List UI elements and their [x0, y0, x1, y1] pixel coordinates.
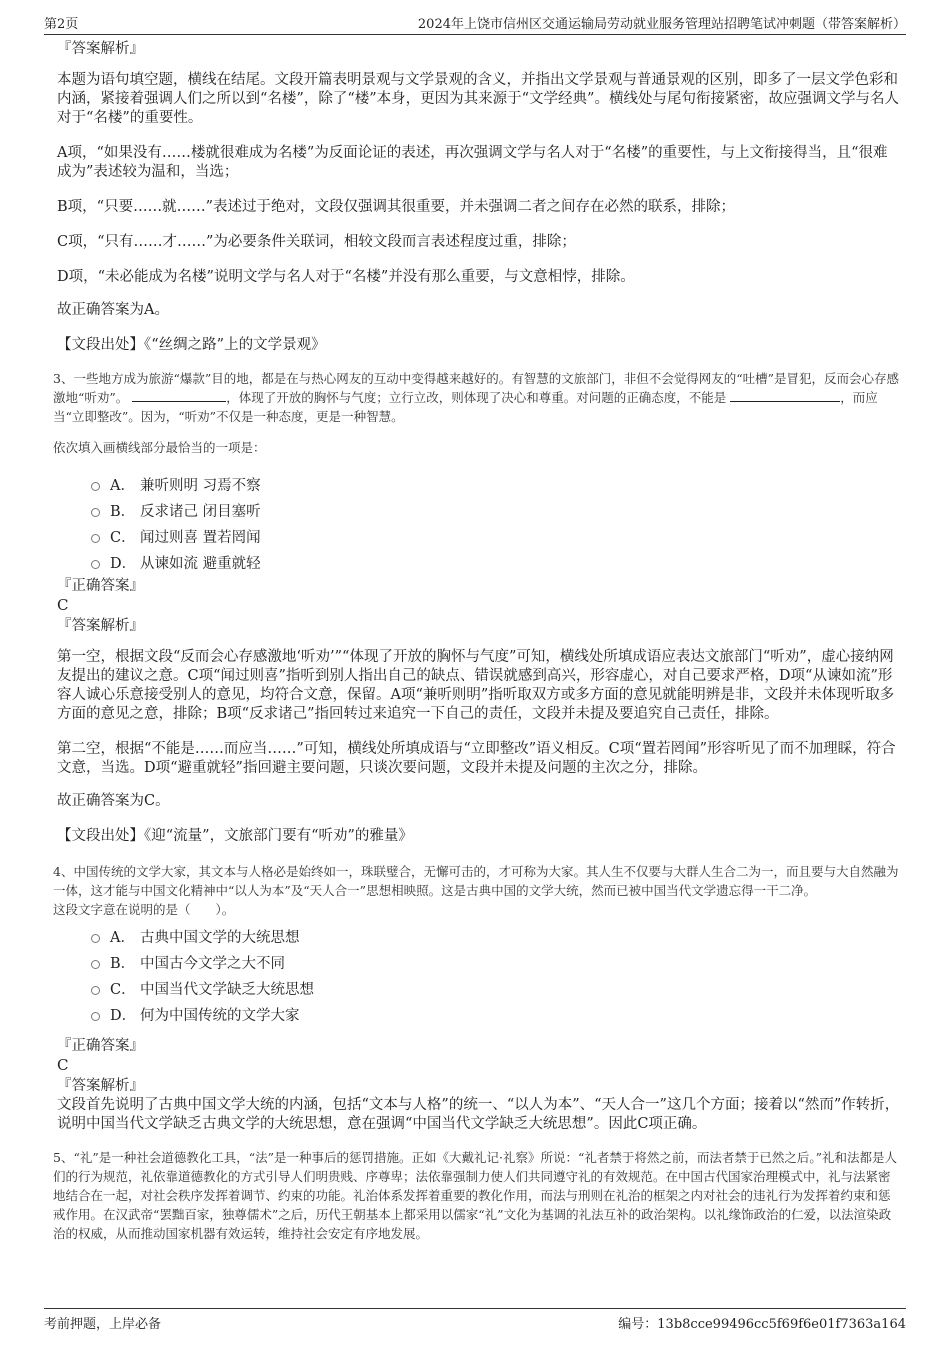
question-stem: 5、“礼”是一种社会道德教化工具，“法”是一种事后的惩罚措施。正如《大戴礼记·礼察》所说：“礼者禁于将然之前，而法者禁于已然之后。”礼和法都是人们的行为规范，礼依靠道德教化的方式引导人们明贵贱、序尊卑；法依靠强制力使人们共同遵守礼的有效规范。在中国古代国家治理模式中，礼与法紧密地结合在一起，对社会秩序发挥着调节、约束的功能。礼治体系发挥着重要的教化作用，而法与刑则在礼治的框架之内对社会的违礼行为发挥着约束和惩戒作用。在汉武帝“罢黜百家，独尊儒术”之后，历代王朝基本上都采用以儒家“礼”文化为基调的礼法互补的政治架构。以礼缘饰政治的仁爱，以法渲染政治的权威，从而推动国家机器有效运转，维持社会安定有序地发展。 — [53, 1150, 898, 1241]
radio-icon[interactable] — [91, 482, 100, 491]
question-stem: 3、一些地方成为旅游“爆款”目的地，都是在与热心网友的互动中变得越来越好的。有智慧的文旅部门，非但不会觉得网友的“吐槽”是冒犯，反而会心存感激地“听劝”。 ，体现了开放的胸怀与气度；立行立改，则体现了决心和尊重。对问题的正确态度，不能是 ，而应当“立即整改”。因为，“听劝”不仅是一种态度，更是一种智慧。 — [53, 371, 900, 424]
analysis-option-c: C项，“只有……才……”为必要条件关联词，相较文段而言表述程度过重，排除； — [57, 234, 576, 250]
option-c[interactable]: C． 闻过则喜 置若罔闻 — [91, 523, 900, 549]
fill-blank-2 — [730, 389, 840, 402]
analysis-paragraph: 文段首先说明了古典中国文学大统的内涵，包括“文本与人格”的统一、“以人为本”、“天人合一”这几个方面；接着以“然而”作转折，说明中国当代文学缺乏古典文学的大统思想，意在强调“中国当代文学缺乏大统思想”。因此C项正确。 — [57, 1097, 900, 1132]
option-a[interactable]: A． 兼听则明 习焉不察 — [91, 471, 900, 497]
page-number: 第2页 — [44, 17, 79, 32]
analysis-conclusion: 故正确答案为A。 — [57, 302, 169, 318]
question-prompt: 这段文字意在说明的是（ ）。 — [53, 902, 235, 917]
option-d[interactable]: D． 从谏如流 避重就轻 — [91, 549, 900, 575]
analysis-option-a: A项，“如果没有……楼就很难成为名楼”为反面论证的表述，再次强调文学与名人对于“名楼”的重要性，与上文衔接得当，且“很难成为”表述较为温和，当选； — [57, 145, 888, 180]
analysis-option-d: D项，“未必能成为名楼”说明文学与名人对于“名楼”并没有那么重要，与文意相悖，排除。 — [57, 269, 635, 285]
question-4 — [53, 862, 900, 1027]
answer-analysis-label: 『答案解析』 — [57, 1078, 144, 1094]
source-citation: 【文段出处】《“丝绸之路”上的文学景观》 — [57, 337, 326, 353]
options-list — [91, 471, 900, 575]
radio-icon[interactable] — [91, 560, 100, 569]
question-prompt: 依次填入画横线部分最恰当的一项是： — [53, 440, 266, 455]
fill-blank-1 — [132, 389, 226, 402]
answer-analysis-label: 『答案解析』 — [57, 41, 144, 57]
correct-answer-label: 『正确答案』 — [57, 1038, 144, 1054]
correct-answer: C — [57, 596, 69, 614]
page-header — [44, 12, 906, 35]
analysis-conclusion: 故正确答案为C。 — [57, 793, 170, 809]
analysis-paragraph: 第二空，根据“不能是……而应当……”可知，横线处所填成语与“立即整改”语义相反。C项“置若罔闻”形容听见了而不加理睬，符合文意，当选。D项“避重就轻”指回避主要问题，只谈次要问题，文段并未提及问题的主次之分，排除。 — [57, 741, 896, 776]
option-d[interactable]: D． 何为中国传统的文学大家 — [91, 1001, 900, 1027]
question-3-answer — [57, 577, 900, 846]
page-content — [53, 40, 900, 1251]
page-footer — [44, 1308, 906, 1335]
question-stem: 4、中国传统的文学大家，其文本与人格必是始终如一，珠联璧合，无懈可击的，才可称为大家。其人生不仅要与大群人生合二为一，而且要与大自然融为一体，这才能与中国文化精神中“以人为本”及“天人合一”思想相映照。这是古典中国的文学大统，然而已被中国当代文学遗忘得一干二净。 — [53, 864, 899, 898]
section-q2-analysis — [57, 40, 900, 355]
question-3 — [53, 369, 900, 575]
option-b[interactable]: B． 中国古今文学之大不同 — [91, 949, 900, 975]
answer-analysis-label: 『答案解析』 — [57, 618, 144, 634]
analysis-option-b: B项，“只要……就……”表述过于绝对，文段仅强调其很重要，并未强调二者之间存在必然的联系，排除； — [57, 199, 735, 215]
footer-slogan: 考前押题，上岸必备 — [44, 1316, 162, 1332]
question-4-answer — [57, 1037, 900, 1134]
analysis-paragraph: 第一空，根据文段“反而会心存感激地‘听劝’”“体现了开放的胸怀与气度”可知，横线处所填成语应表达文旅部门“听劝”，虚心接纳网友提出的建议之意。C项“闻过则喜”指听到别人指出自己的缺点、错误就感到高兴，形容虚心，对自己要求严格，D项“从谏如流”形容人诚心乐意接受别人的意见，均符合文意，保留。A项“兼听则明”指听取双方或多方面的意见就能明辨是非，文段并未体现听取多方面的意见之意，排除；B项“反求诸己”指回转过来追究一下自己的责任，文段并未提及要追究自己责任，排除。 — [57, 649, 895, 722]
correct-answer-label: 『正确答案』 — [57, 578, 144, 594]
correct-answer: C — [57, 1056, 69, 1074]
options-list — [91, 923, 900, 1027]
question-5 — [53, 1148, 900, 1243]
analysis-paragraph: 本题为语句填空题，横线在结尾。文段开篇表明景观与文学景观的含义，并指出文学景观与普通景观的区别，即多了一层文学色彩和内涵，紧接着强调人们之所以到“名楼”，除了“楼”本身，更因为其来源于“文学经典”。横线处与尾句衔接紧密，故应强调文学与名人对于“名楼”的重要性。 — [57, 72, 899, 126]
radio-icon[interactable] — [91, 934, 100, 943]
document-title: 2024年上饶市信州区交通运输局劳动就业服务管理站招聘笔试冲刺题（带答案解析） — [417, 17, 906, 32]
radio-icon[interactable] — [91, 534, 100, 543]
source-citation: 【文段出处】《迎“流量”，文旅部门要有“听劝”的雅量》 — [57, 828, 413, 844]
radio-icon[interactable] — [91, 986, 100, 995]
option-c[interactable]: C． 中国当代文学缺乏大统思想 — [91, 975, 900, 1001]
option-b[interactable]: B． 反求诸己 闭目塞听 — [91, 497, 900, 523]
option-a[interactable]: A． 古典中国文学的大统思想 — [91, 923, 900, 949]
radio-icon[interactable] — [91, 960, 100, 969]
document-id: 编号：13b8cce99496cc5f69f6e01f7363a164 — [618, 1316, 906, 1332]
radio-icon[interactable] — [91, 508, 100, 517]
radio-icon[interactable] — [91, 1012, 100, 1021]
